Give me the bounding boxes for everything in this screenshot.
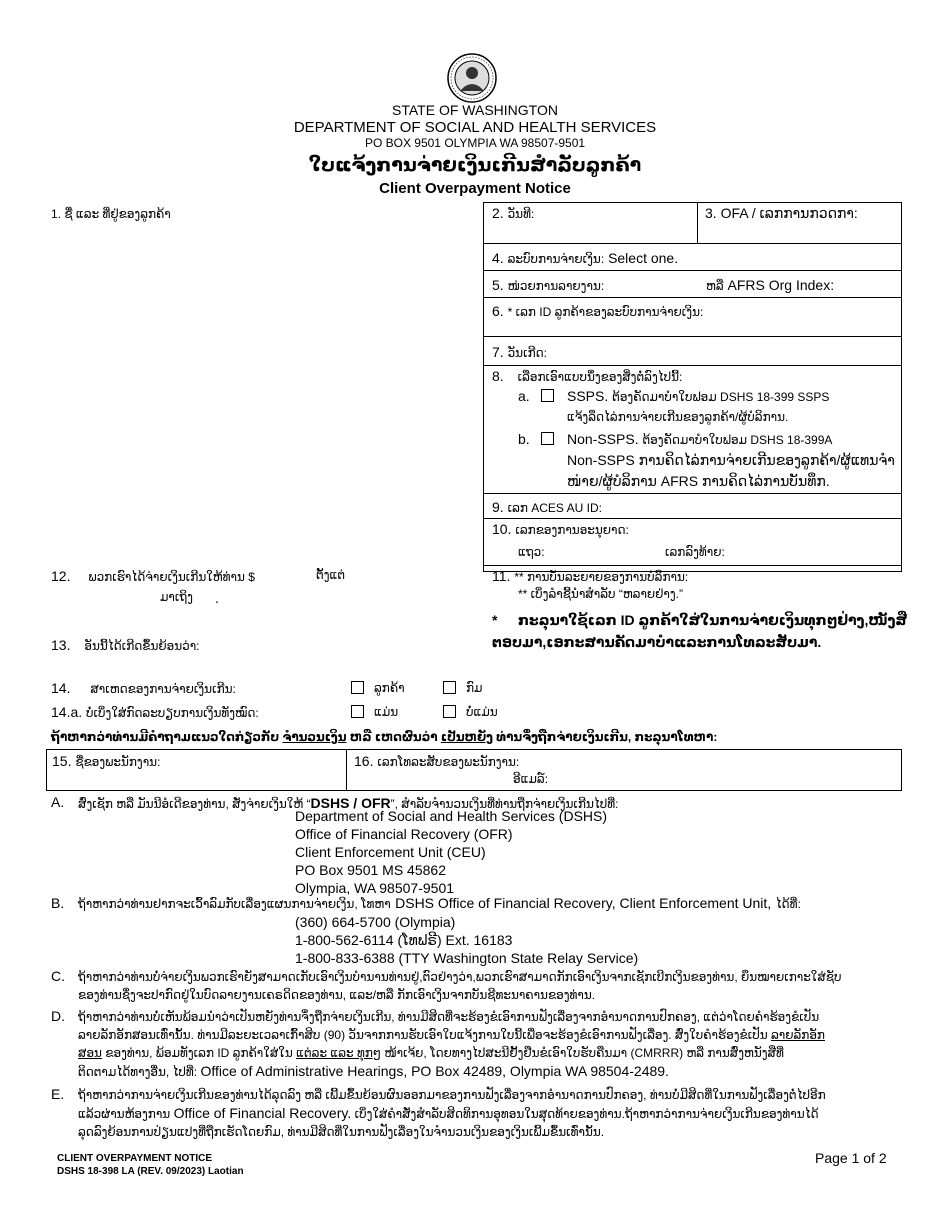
- option-b-line3: ໜ່າຍ/ຜູ້ບໍລິການ AFRS ການຄິດໄລ່ການບັນທຶກ.: [567, 473, 830, 489]
- instruction-a-text: ສົ່ງເຊັກ ຫລື ມັນນີອໍເດີຂອງທ່ານ, ສັ່ງຈ່າຍເງິນໃຫ້ “DSHS / OFR”, ສໍາລັບຈໍານວນເງິນທີ່ທ່ານຖືກຈ່າຍເງິນເກີນໄປທີ່:: [78, 795, 619, 811]
- checkbox-ssps[interactable]: [541, 389, 554, 402]
- department-name: DEPARTMENT OF SOCIAL AND HEALTH SERVICES: [293, 119, 657, 136]
- footer-form-name: CLIENT OVERPAYMENT NOTICE: [57, 1153, 213, 1164]
- field-5-afrs-org-index[interactable]: ຫລື AFRS Org Index:: [706, 277, 835, 293]
- field-3-ofa-number[interactable]: 3. OFA / ເລກການກວດກາ:: [705, 205, 858, 221]
- field-9-aces-au-id[interactable]: 9. ເລກ ACES AU ID:: [492, 499, 602, 515]
- ofr-mailing-address: Department of Social and Health Services (DSHS) Office of Financial Recovery (OFR) Client Enforcement Unit (CEU) PO Box 9501 MS 45862 Olympia, WA 98507-9501: [295, 808, 608, 896]
- option-a-line1: SSPS. ຕ້ອງຄັດມາບໍາໃບຟອມ DSHS 18-399 SSPS: [567, 388, 830, 404]
- instruction-b-letter: B.: [51, 895, 65, 911]
- footer-page-number: Page 1 of 2: [815, 1150, 887, 1166]
- field-12-to: ມາເຖິງ: [160, 590, 193, 604]
- instruction-e-text: ຖ້າຫາກວ່າການຈ່າຍເງິນເກີນຂອງທ່ານໄດ້ລຸດລົງ ຫລື ເພີ້ມຂຶ້ນຍ້ອນຜົນອອກມາຂອງການຟັງເລື່ອງຈາກອໍານາດການປົກຄອງ, ທ່ານບໍ່ມີສິດທີ່ໃນການຟັງເລື່ອງຕໍ່ໄປອີກ ແລ້ວຜ່ານຫ້ອງການ Office of Financial Recovery. ເບິ່ງໃສ່ຄໍາສັ່ງສໍາລັບສິດທິການອຸທອນໃນສຸດທ້າຍຂອງທ່ານ.ຖ້າຫາກວ່າການຈ່າຍເງິນເກີນຂອງທ່ານໄດ້ ລຸດລົງຍ້ອນການປ່ຽນແປງທີ່ຖືກເຮັດໂດຍກົມ, ທ່ານມີສິດທີ່ໃນການຟັງເລື່ອງໃນຈໍານວນເງິນຂອງເງິນເພີ້ມຂຶ້ນເທົ່ານັ້ນ.: [78, 1088, 826, 1139]
- cause-department-label: ກົມ: [466, 681, 483, 695]
- field-14a-rules: 14.a. ບໍ່ເບິ່ງໃສ່ກົດລະບຽບການເງິນທັງໝົດ:: [51, 704, 259, 720]
- option-b-line1: Non-SSPS. ຕ້ອງຄັດມາບໍາໃບຟອມ DSHS 18-399A: [567, 431, 833, 447]
- instruction-b-text: ຖ້າຫາກວ່າທ່ານຢາກຈະເວົ້າລົມກັບເລື່ອງແຜນການຈ່າຍເງິນ, ໂທຫາ DSHS Office of Financial Recovery, Client Enforcement Unit, ໄດ້ທີ່:: [78, 895, 801, 911]
- field-16-worker-phone[interactable]: 16. ເລກໂທລະສັບຂອງພະນັກງານ:: [354, 753, 520, 769]
- department-address: PO BOX 9501 OLYMPIA WA 98507-9501: [364, 136, 586, 150]
- state-name: STATE OF WASHINGTON: [392, 102, 558, 118]
- field-7-birthdate[interactable]: 7. ວັນເກີດ:: [492, 344, 547, 360]
- footer-form-number: DSHS 18-398 LA (REV. 09/2023) Laotian: [57, 1166, 244, 1177]
- field-12-period: .: [215, 590, 219, 606]
- field-11-service-description[interactable]: 11. ** ການບັນລະຍາຍຂອງການບໍລິການ:: [492, 568, 689, 584]
- instruction-d-letter: D.: [51, 1008, 65, 1024]
- questions-contact-line: ຖ້າຫາກວ່າທ່ານມີຄໍາຖາມແນວໃດກ່ຽວກັບ ຈໍານວນເງິນ ຫລື ເຫດຜົນວ່າ ເປັນຫຍັງ ທ່ານຈຶ່ງຖືກຈ່າຍເງິນເກີນ, ກະລຸນາໂທຫາ:: [51, 730, 718, 744]
- field-16-email-label: ອີແມລ໌:: [513, 772, 549, 786]
- rules-yes-label: ແມ່ນ: [374, 705, 399, 719]
- state-seal: [447, 53, 497, 103]
- note-star: *: [492, 612, 498, 628]
- checkbox-non-ssps[interactable]: [541, 432, 554, 445]
- note-line1: ກະລຸນາໃຊ້ເລກ ID ລູກຄ້າໃສ່ໃນການຈ່າຍເງິນທຸກໆຢ່າງ,ໜັງສື: [518, 612, 907, 628]
- field-8-label: 8. ເລືອກເອົາແບບນຶ່ງຂອງສິ່ງຕໍ່ລົງໄປນີ້:: [492, 368, 683, 384]
- field-6-client-id[interactable]: 6. * ເລກ ID ລູກຄ້າຂອງລະບົບການຈ່າຍເງິນ:: [492, 303, 704, 319]
- instruction-c-text: ຖ້າຫາກວ່າທ່ານບໍ່ຈ່າຍເງິນພວກເຮົາຍັງສາມາດເກັບເອົາເງິນບໍານານທ່ານຢູ່,ຕົວຢ່າງວ່າ,ພວກເຮົາສາມາດກັກເອົາເງິນຈາກເຊັກເບີກເງິນຂອງທ່ານ, ຍຶນໝາຍເກາະໃສ່ຊັບ ຂອງທ່ານຊຶ່ງຈະປາກົດຢູ່ໃນບົດລາຍງານເຄຣດິດຂອງທ່ານ, ແລະ/ຫລື ກັກເອົາເງິນຈາກບັນຊີທະນາຄານຂອງທ່ານ.: [78, 970, 842, 1002]
- checkbox-rules-yes[interactable]: [351, 705, 364, 718]
- option-a-line2: ແຈ້ງລຶດໄລ່ການຈ່າຍເກີນຂອງລູກຄ້າ/ຜູ້ບໍລິການ.: [567, 410, 789, 424]
- field-14-cause: 14. ສາເຫດຂອງການຈ່າຍເງິນເກີນ:: [51, 680, 236, 696]
- field-13-reason[interactable]: 13. ອັນນີ້ໄດ້ເກີດຂຶ້ນຍ້ອນວ່າ:: [51, 637, 200, 653]
- field-5-reporting-unit[interactable]: 5. ໜ່ວຍການລາຍງານ:: [492, 277, 605, 293]
- field-11-guidance: ** ເບິ່ງລໍາຊີ້ນໍາສໍາລັບ “ຫລາຍຢ່າງ.”: [518, 587, 684, 601]
- field-4-payment-system[interactable]: 4. ລະບົບການຈ່າຍເງິນ: Select one.: [492, 250, 679, 266]
- field-2-date[interactable]: 2. ວັນທີ:: [492, 205, 535, 221]
- title-lao: ໃບແຈ້ງການຈ່າຍເງິນເກີນສໍາລັບລູກຄ້າ: [308, 155, 642, 176]
- authorization-suffix-label: ເລກລົງທ້າຍ:: [665, 545, 725, 559]
- option-b-letter: b.: [518, 431, 530, 447]
- note-line2: ຕອບມາ,ເອກະສານຄັດມາບໍາແລະການໂທລະສັບມາ.: [492, 634, 822, 650]
- checkbox-cause-client[interactable]: [351, 681, 364, 694]
- option-a-letter: a.: [518, 388, 530, 404]
- field-12-since: ຕັ້ງແຕ່: [316, 568, 346, 582]
- instruction-c-letter: C.: [51, 968, 65, 984]
- cause-client-label: ລູກຄ້າ: [374, 681, 405, 695]
- instruction-d-text: ຖ້າຫາກວ່າທ່ານບໍ່ເຫັນພ້ອມນໍາວ່າເປັນຫຍັງທ່ານຈຶ່ງຖືກຈ່າຍເງິນເກີນ, ທ່ານມີສິດທີ່ຈະຮ້ອງຂໍເອົາການຟັງເລື່ອງຈາກອໍານາດການປົກຄອງ, ແຕ່ວ່າໂດຍຄໍາຮ້ອງຂໍເປັນ ລາຍລັກອັກສອນເທົ່ານັ້ນ. ທ່ານມີລະຍະເວລາເກົ້າສິບ (90) ວັນຈາກການຮັບເອົາໃບແຈ້ງການໃບນີ້ເພື່ອຈະຮ້ອງຂໍເອົາການຟັງເລື່ອງ. ສົ່ງໃບຄໍາຮ້ອງຂໍເປັນ ລາຍລັກອັກ ສອນ ຂອງທ່ານ, ພ້ອມທັງເລກ ID ລູກຄ້າໃສ່ໃນ ແຕ່ລະ ແລະ ທຸກໆ ໜ້າເຈ້ຍ, ໂດຍທາງໄປສະນີຢັ້ງຢືນຂໍເອົາໃບຮັບຄືນມາ (CMRRR) ຫລື ການສົ່ງຫນັງສືທີ່ ຕິດຕາມໄດ້ທາງອື່ນ, ໄປທີ່: Office of Administrative Hearings, PO Box 42489, Olympia WA 98504-2489.: [78, 1010, 825, 1079]
- rules-no-label: ບໍ່ແມ່ນ: [466, 705, 498, 719]
- title-en: Client Overpayment Notice: [379, 180, 571, 197]
- field-10-authorization[interactable]: 10. ເລກຂອງການອະນຸຍາດ:: [492, 521, 629, 537]
- option-b-line2: Non-SSPS ການຄິດໄລ່ການຈ່າຍເກີນຂອງລູກຄ້າ/ຜູ້ແທນຈໍາ: [567, 452, 895, 468]
- payment-system-select[interactable]: Select one.: [608, 250, 679, 266]
- checkbox-rules-no[interactable]: [443, 705, 456, 718]
- field-12-overpayment-amount[interactable]: 12. ພວກເຮົາໄດ້ຈ່າຍເງິນເກີນໃຫ້ທ່ານ $: [51, 568, 255, 584]
- field-15-worker-name[interactable]: 15. ຊື່ຂອງພະນັກງານ:: [52, 753, 161, 769]
- authorization-line-label: ແຖວ:: [518, 545, 545, 559]
- checkbox-cause-department[interactable]: [443, 681, 456, 694]
- instruction-a-letter: A.: [51, 794, 65, 810]
- field-1-client-name-address[interactable]: 1. ຊື່ ແລະ ທີ່ຢູ່ຂອງລູກຄ້າ: [51, 207, 171, 221]
- instruction-e-letter: E.: [51, 1086, 65, 1102]
- ofr-phone-numbers: (360) 664-5700 (Olympia) 1-800-562-6114 (ໂທຟຣີ) Ext. 16183 1-800-833-6388 (TTY Washington State Relay Service): [295, 914, 639, 966]
